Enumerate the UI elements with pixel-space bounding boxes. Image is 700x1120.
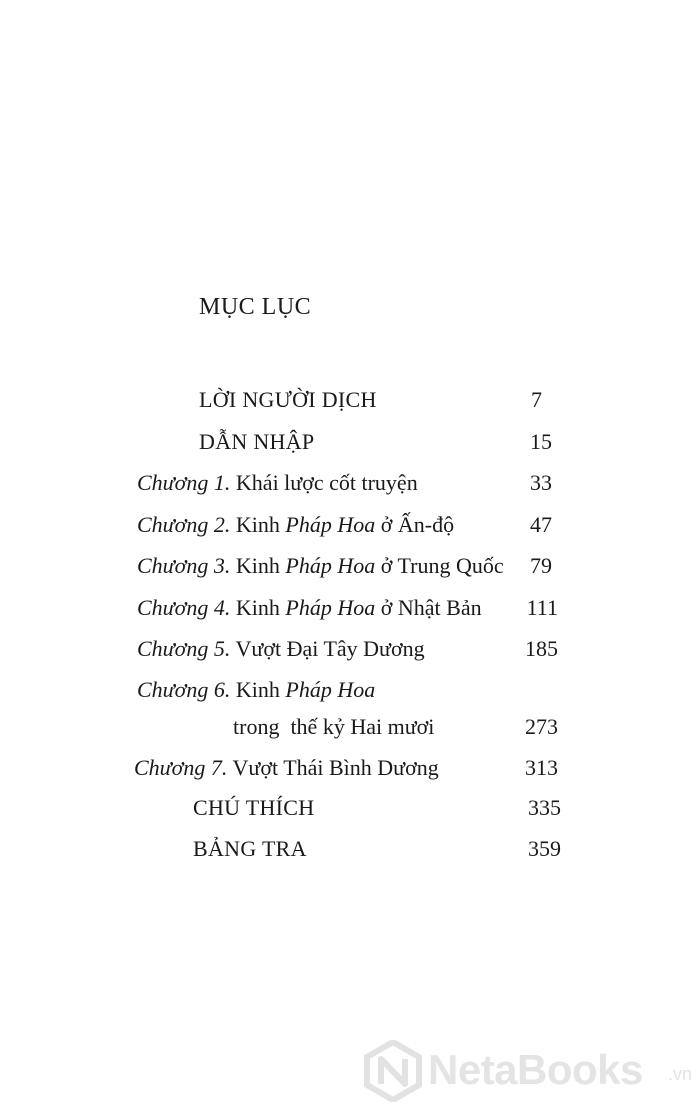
toc-entry <box>137 636 558 670</box>
toc-entry-title <box>137 595 482 621</box>
toc-entry-title <box>137 553 504 579</box>
toc-entry <box>193 795 561 829</box>
toc-entry-title <box>137 470 418 496</box>
chapter-title-italic: Pháp Hoa <box>285 512 376 537</box>
toc-entry-title: trong thế kỷ Hai mươi <box>233 714 435 739</box>
toc-entry-page: 335 <box>528 795 561 820</box>
toc-entry <box>137 553 552 587</box>
toc-entry <box>134 755 558 789</box>
chapter-title-post: ở Ấn-độ <box>380 512 455 537</box>
toc-entry-page: 273 <box>525 714 558 739</box>
chapter-number: Chương 2. <box>137 512 231 537</box>
chapter-number: Chương 1. <box>137 470 231 495</box>
toc-entry-title: LỜI NGƯỜI DỊCH <box>199 387 377 412</box>
chapter-title: Khái lược cốt truyện <box>235 470 418 495</box>
toc-entry-page: 79 <box>530 553 552 578</box>
netabooks-logo-icon <box>362 1040 424 1102</box>
watermark-brand: NetaBooks <box>428 1046 643 1093</box>
toc-entry-page: 7 <box>531 387 542 412</box>
chapter-number: Chương 5. <box>137 636 231 661</box>
chapter-title: Vượt Đại Tây Dương <box>235 636 425 661</box>
chapter-number: Chương 3. <box>137 553 231 578</box>
toc-entry <box>137 595 558 629</box>
chapter-title-italic: Pháp Hoa <box>285 553 376 578</box>
toc-entry <box>137 512 552 546</box>
toc-entry <box>199 429 552 463</box>
toc-entry-page: 313 <box>525 755 558 780</box>
toc-entry <box>137 677 558 711</box>
chapter-title-italic: Pháp Hoa <box>285 595 376 620</box>
chapter-number: Chương 7. <box>134 755 228 780</box>
toc-entry-title: CHÚ THÍCH <box>193 795 315 820</box>
toc-entry-title <box>137 677 375 703</box>
toc-entry-page: 185 <box>525 636 558 661</box>
toc-entry-title <box>137 512 454 538</box>
toc-entry-title <box>134 755 439 781</box>
chapter-title-italic: Pháp Hoa <box>285 677 376 702</box>
netabooks-watermark <box>362 1040 692 1104</box>
toc-entry-page: 47 <box>530 512 552 537</box>
toc-entry-page: 15 <box>530 429 552 454</box>
chapter-title-pre: Kinh <box>235 677 280 702</box>
toc-entry-title: DẪN NHẬP <box>199 429 315 454</box>
chapter-title-pre: Kinh <box>235 595 280 620</box>
toc-entry <box>193 836 561 870</box>
toc-entry <box>137 470 552 504</box>
toc-title: MỤC LỤC <box>199 294 312 320</box>
chapter-title-post: ở Nhật Bản <box>380 595 482 620</box>
toc-entry <box>199 387 542 421</box>
chapter-number: Chương 4. <box>137 595 231 620</box>
chapter-title-post: ở Trung Quốc <box>380 553 504 578</box>
chapter-number: Chương 6. <box>137 677 231 702</box>
toc-entry-page: 33 <box>530 470 552 495</box>
chapter-title: Vượt Thái Bình Dương <box>232 755 439 780</box>
toc-entry-title: BẢNG TRA <box>193 836 307 861</box>
chapter-title-pre: Kinh <box>235 512 280 537</box>
toc-entry-continuation <box>233 714 558 748</box>
watermark-suffix: .vn <box>668 1064 693 1084</box>
toc-entry-title <box>137 636 425 662</box>
toc-entry-page: 359 <box>528 836 561 861</box>
toc-entry-page: 111 <box>526 595 558 620</box>
chapter-title-pre: Kinh <box>235 553 280 578</box>
